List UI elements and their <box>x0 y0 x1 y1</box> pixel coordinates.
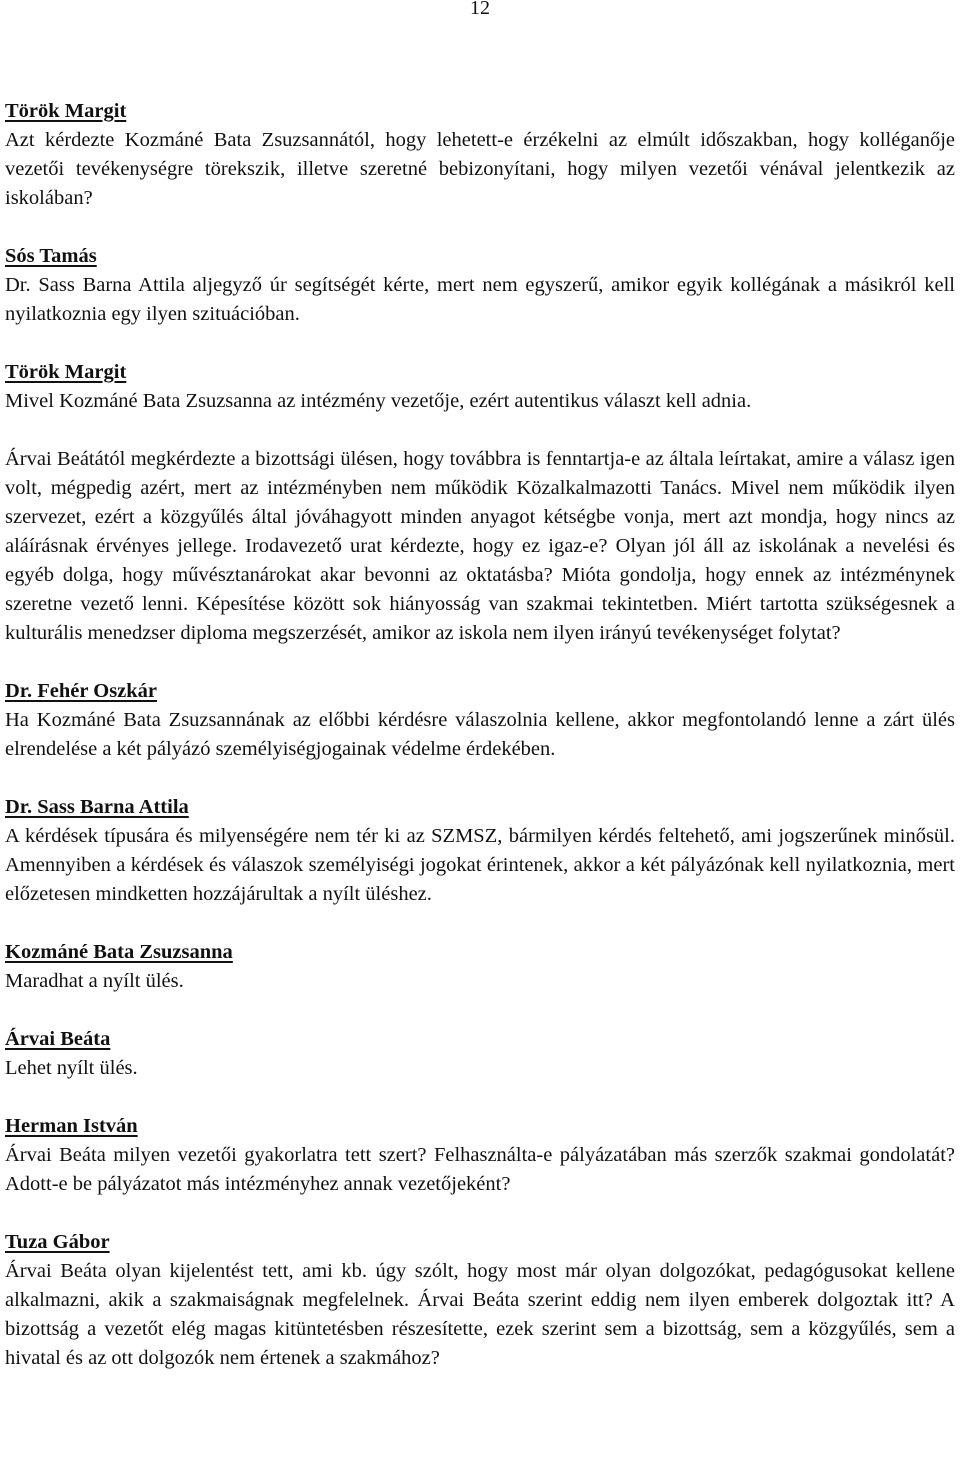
speech-text: Árvai Beáta olyan kijelentést tett, ami kb. úgy szólt, hogy most már olyan dolgozókat, pedagógusokat kellene alkalmazni, akik a szakmaiságnak megfelelnek. Árvai Beáta szerint eddig nem ilyen emberek dolgoztak itt? A bizottság a vezetőt elég magas kitüntetésben részesítette, ezek szerint sem a bizottság, sem a közgyűlés, sem a hivatal és az ott dolgozók nem értenek a szakmához? <box>5 1260 955 1369</box>
speech-block <box>5 793 955 909</box>
speech-block <box>5 1025 955 1083</box>
speaker-name: Sós Tamás <box>5 245 97 267</box>
speaker-name: Tuza Gábor <box>5 1231 110 1253</box>
speech-text: Maradhat a nyílt ülés. <box>5 970 184 992</box>
speaker-name: Dr. Fehér Oszkár <box>5 680 158 702</box>
speaker-name: Herman István <box>5 1115 138 1137</box>
speech-block <box>5 677 955 764</box>
speech-block <box>5 1228 955 1373</box>
speech-text: Dr. Sass Barna Attila aljegyző úr segítségét kérte, mert nem egyszerű, amikor egyik kollégának a másikról kell nyilatkoznia egy ilyen szituációban. <box>5 274 955 325</box>
speech-text: Azt kérdezte Kozmáné Bata Zsuzsannától, hogy lehetett-e érzékelni az elmúlt időszakban, hogy kolléganője vezetői tevékenységre törekszik, illetve szeretné bebizonyítani, hogy milyen vezetői vénával jelentkezik az iskolában? <box>5 129 955 209</box>
speech-text: Lehet nyílt ülés. <box>5 1057 138 1079</box>
page-number: 12 <box>470 0 490 19</box>
speaker-name: Török Margit <box>5 100 127 122</box>
speech-block <box>5 1112 955 1199</box>
speech-block <box>5 242 955 329</box>
speech-block <box>5 938 955 996</box>
speech-text: Árvai Beátától megkérdezte a bizottsági ülésen, hogy továbbra is fenntartja-e az általa leírtakat, amire a válasz igen volt, mégpedig azért, mert az intézményben nem működik Közalkalmazotti Tanács. Mivel nem működik ilyen szervezet, ezért a közgyűlés által jóváhagyott minden anyagot kétségbe vonja, mert azt mondja, hogy nincs az aláírásnak érvényes jellege. Irodavezető urat kérdezte, hogy ez igaz-e? Olyan jól áll az iskolának a nevelési és egyéb dolga, hogy művésztanárokat akar bevonni az oktatásba? Mióta gondolja, hogy ennek az intézménynek szeretne vezető lenni. Képesítése között sok hiányosság van szakmai tekintetben. Miért tartotta szükségesnek a kulturális menedzser diploma megszerzését, amikor az iskola nem ilyen irányú tevékenységet folytat? <box>5 448 955 644</box>
speech-text: A kérdések típusára és milyenségére nem tér ki az SZMSZ, bármilyen kérdés feltehető, ami jogszerűnek minősül. Amennyiben a kérdések és válaszok személyiségi jogokat érintenek, akkor a két pályázónak kell nyilatkoznia, mert előzetesen mindketten hozzájárultak a nyílt üléshez. <box>5 825 955 905</box>
speaker-name: Török Margit <box>5 361 127 383</box>
speech-text: Mivel Kozmáné Bata Zsuzsanna az intézmény vezetője, ezért autentikus választ kell adnia. <box>5 390 752 412</box>
document-body <box>5 97 955 1402</box>
speech-block <box>5 358 955 416</box>
speaker-name: Kozmáné Bata Zsuzsanna <box>5 941 233 963</box>
speech-block <box>5 445 955 648</box>
speaker-name: Árvai Beáta <box>5 1028 111 1050</box>
speech-text: Árvai Beáta milyen vezetői gyakorlatra tett szert? Felhasználta-e pályázatában más szerzők szakmai gondolatát? Adott-e be pályázatot más intézményhez annak vezetőjeként? <box>5 1144 955 1195</box>
speech-text: Ha Kozmáné Bata Zsuzsannának az előbbi kérdésre válaszolnia kellene, akkor megfontolandó lenne a zárt ülés elrendelése a két pályázó személyiségjogainak védelme érdekében. <box>5 709 955 760</box>
speech-block <box>5 97 955 213</box>
speaker-name: Dr. Sass Barna Attila <box>5 796 189 818</box>
